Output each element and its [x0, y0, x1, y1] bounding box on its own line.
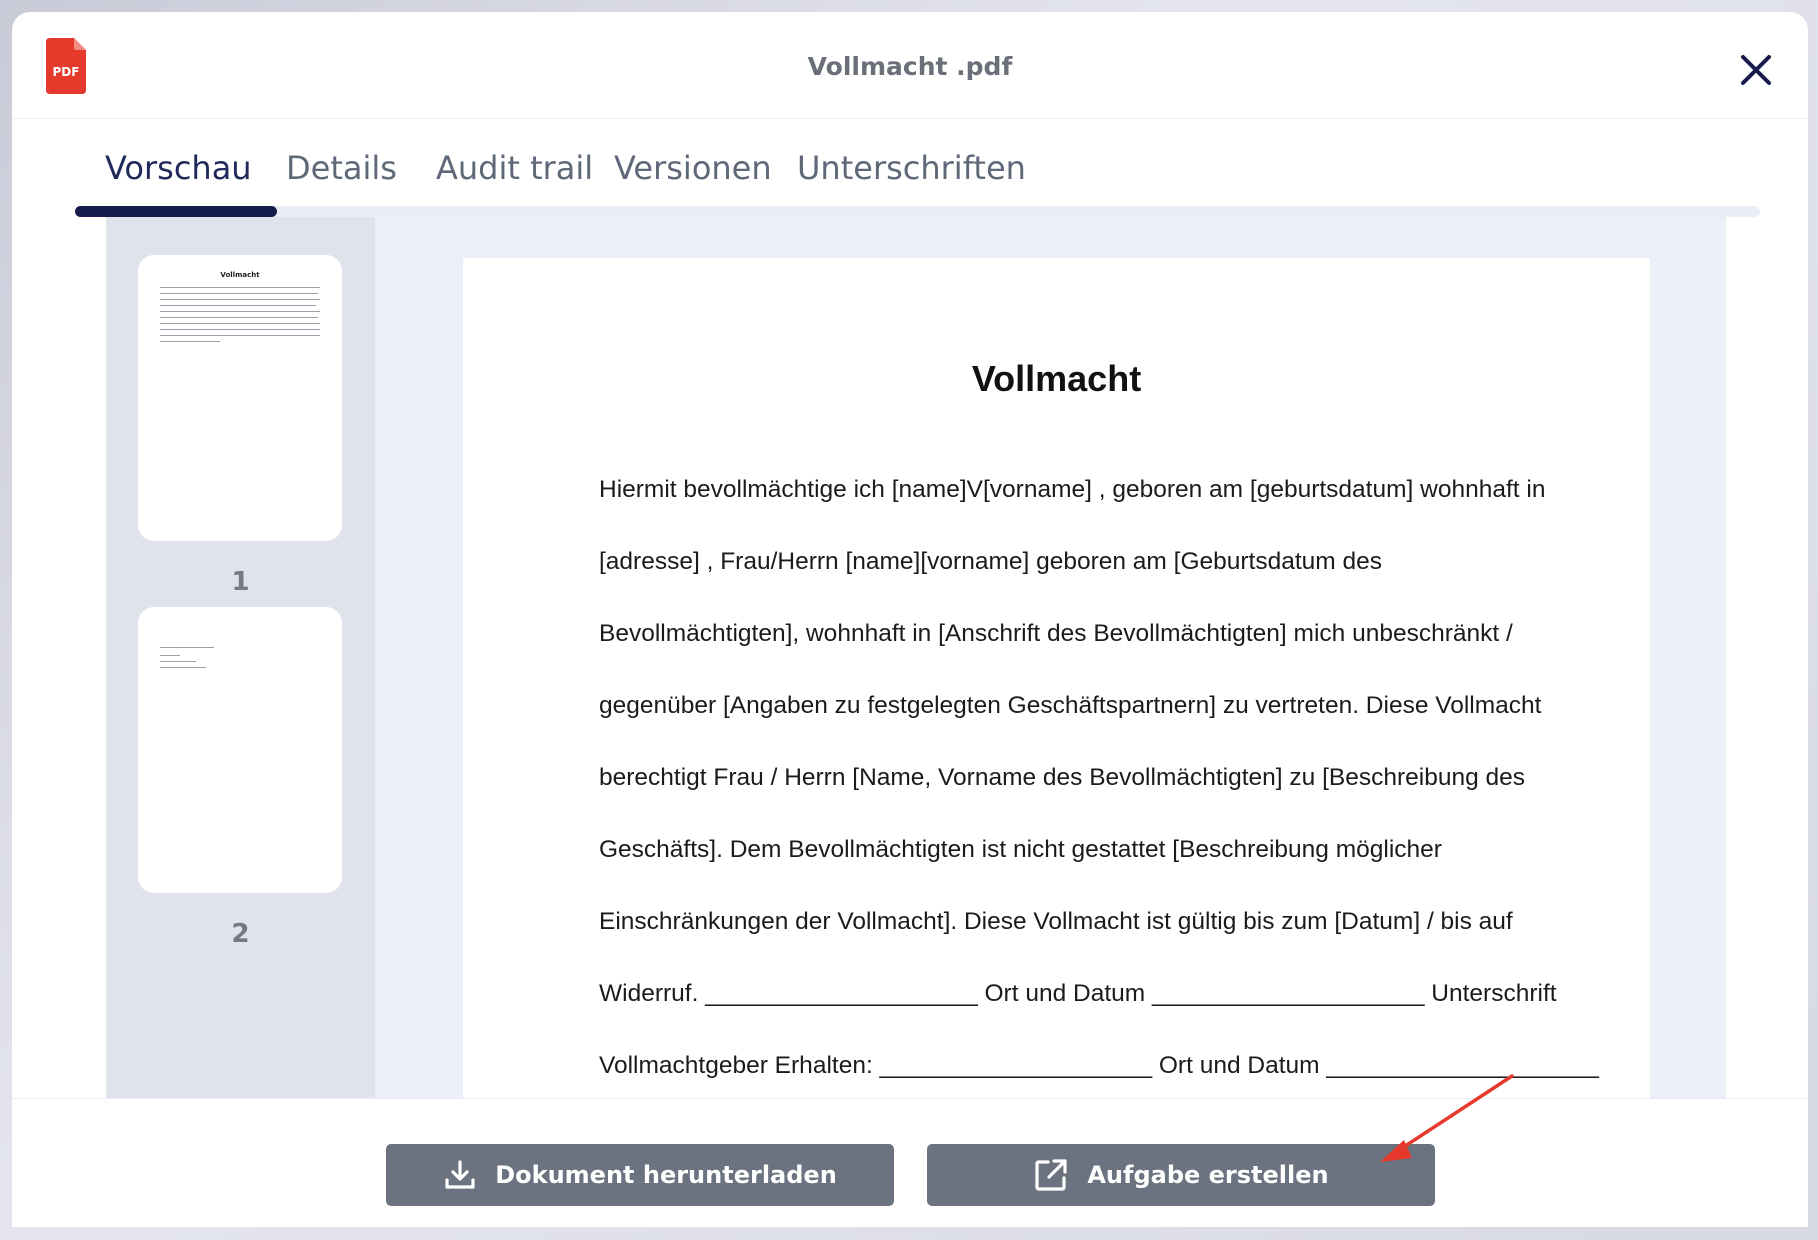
thumbnail-text-line: [160, 655, 180, 656]
thumbnail-text-line: [160, 293, 318, 294]
thumbnail-text-line: [160, 317, 318, 318]
create-task-button[interactable]: [927, 1144, 1435, 1206]
tab-unterschriften[interactable]: Unterschriften: [797, 149, 1026, 187]
thumbnail-text-line: [160, 661, 196, 662]
thumbnail-text-line: [160, 305, 316, 306]
document-page: [463, 258, 1650, 1118]
document-line: berechtigt Frau / Herrn [Name, Vorname des Bevollmächtigten] zu [Beschreibung des: [599, 764, 1526, 791]
document-line: Einschränkungen der Vollmacht]. Diese Vollmacht ist gültig bis zum [Datum] / bis auf: [599, 908, 1513, 935]
thumbnail-text-line: [160, 329, 320, 330]
document-line: Hiermit bevollmächtige ich [name]V[vorname] , geboren am [geburtsdatum] wohnhaft in: [599, 476, 1546, 503]
tab-vorschau[interactable]: Vorschau: [105, 149, 252, 187]
document-title: Vollmacht: [971, 358, 1142, 399]
tab-details[interactable]: Details: [286, 149, 397, 187]
thumbnail-text-line: [160, 323, 320, 324]
annotation-arrow: [1370, 1070, 1520, 1170]
thumbnail-text-line: [160, 667, 206, 668]
thumbnail-text-line: [160, 341, 220, 342]
pdf-viewer[interactable]: [106, 217, 1726, 1108]
document-line: [adresse] , Frau/Herrn [name][vorname] geboren am [Geburtsdatum des: [599, 548, 1383, 575]
download-button[interactable]: [386, 1144, 894, 1206]
thumbnail-text-line: [160, 287, 320, 288]
external-link-icon: [1033, 1157, 1069, 1193]
document-line: Widerruf. ____________________ Ort und Datum ____________________ Unterschrift: [599, 980, 1557, 1007]
thumbnail-page-number: 2: [231, 919, 250, 949]
thumbnail-text-line: [160, 299, 320, 300]
modal-title: Vollmacht .pdf: [807, 52, 1013, 81]
thumbnail-text-line: [160, 335, 320, 336]
document-preview-modal: [12, 12, 1808, 1226]
modal-header: [12, 12, 1808, 119]
modal-footer: [12, 1098, 1808, 1227]
document-line: Bevollmächtigten], wohnhaft in [Anschrift des Bevollmächtigten] mich unbeschränkt /: [599, 620, 1513, 647]
document-line: gegenüber [Angaben zu festgelegten Geschäftspartnern] zu vertreten. Diese Vollmacht: [599, 692, 1542, 719]
thumbnail-text-line: [160, 311, 320, 312]
thumbnail-mini-title: Vollmacht: [220, 271, 260, 279]
download-button-label: Dokument herunterladen: [495, 1161, 837, 1189]
thumbnail-sidebar: [106, 217, 375, 1108]
page-thumbnail-1[interactable]: [138, 255, 342, 541]
tab-track: [75, 206, 1760, 217]
close-icon: [1734, 48, 1778, 92]
thumbnail-page-number: 1: [231, 567, 250, 597]
thumbnail-text-line: [160, 647, 214, 648]
active-tab-indicator: [75, 206, 277, 217]
tab-versionen[interactable]: Versionen: [614, 149, 772, 187]
download-icon: [443, 1158, 477, 1192]
create-task-button-label: Aufgabe erstellen: [1087, 1161, 1329, 1189]
pdf-icon-label: PDF: [52, 65, 80, 79]
page-thumbnail-2[interactable]: [138, 607, 342, 893]
close-button[interactable]: [1734, 48, 1778, 92]
document-line: Geschäfts]. Dem Bevollmächtigten ist nicht gestattet [Beschreibung möglicher: [599, 836, 1442, 863]
document-line: Vollmachtgeber Erhalten: ____________________ Ort und Datum ____________________: [599, 1052, 1599, 1079]
tab-audit-trail[interactable]: Audit trail: [436, 149, 594, 187]
